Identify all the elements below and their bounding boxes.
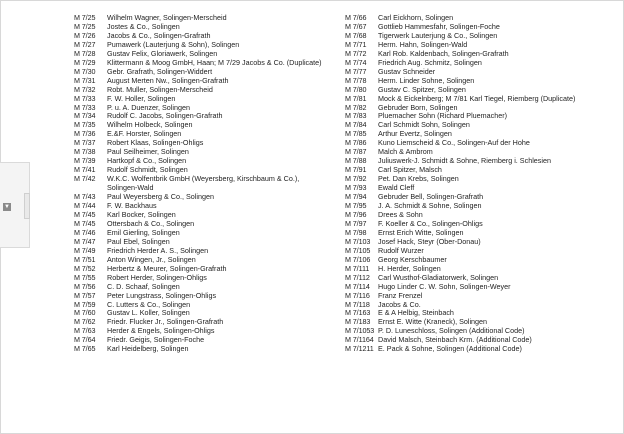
entry-name: Peter Lungstrass, Solingen-Ohligs (107, 290, 217, 300)
entry-name: Gebruder Born, Solingen (378, 102, 458, 112)
entry-code: M 7/116 (345, 290, 370, 300)
entry-code: M 7/45 (74, 218, 96, 228)
panel-handle[interactable] (24, 193, 30, 219)
entry-name: Gebruder Bell, Solingen-Grafrath (378, 192, 484, 202)
entry-name: Klittermann & Moog GmbH, Haan; M 7/29 Jacobs & Co. (Duplicate) (107, 57, 322, 67)
entry-code: M 7/183 (345, 317, 371, 327)
entry-name: Jacobs & Co., Solingen-Grafrath (107, 30, 211, 40)
entry-name: Pluemacher Sohn (Richard Pluemacher) (378, 111, 508, 121)
entry-code: M 7/30 (74, 66, 96, 76)
entry-code: M 7/57 (74, 290, 96, 300)
entry-code: M 7/59 (74, 299, 96, 309)
entry-code: M 7/60 (74, 308, 96, 318)
entry-code: M 7/81 (345, 93, 367, 103)
entry-code: M 7/25 (74, 13, 96, 22)
entry-name: Robert Klaas, Solingen-Ohligs (107, 138, 204, 148)
list-entry (345, 345, 609, 354)
entry-name: Arthur Evertz, Solingen (378, 129, 452, 139)
entry-code: M 7/94 (345, 192, 367, 202)
entry-code: M 7/68 (345, 30, 367, 40)
entry-name: Robt. Muller, Solingen-Merscheid (107, 84, 213, 94)
entry-name: Gustav C. Spitzer, Solingen (378, 84, 466, 94)
entry-name: Mock & Eickelnberg; M 7/81 Karl Tiegel, Riemberg (Duplicate) (378, 93, 576, 103)
entry-code: M 7/29 (74, 57, 96, 67)
entry-code: M 7/112 (345, 272, 370, 282)
entry-name: Rudolf C. Jacobs, Solingen-Grafrath (107, 111, 223, 121)
entry-name: Jostes & Co., Solingen (107, 21, 180, 31)
entry-name: Robert Herder, Solingen-Ohligs (107, 272, 207, 282)
entry-code: M 7/45 (74, 209, 96, 219)
entry-code: M 7/51 (74, 254, 96, 264)
entry-code: M 7/35 (74, 120, 96, 130)
entry-code: M 7/118 (345, 299, 370, 309)
entry-name: E.&F. Horster, Solingen (107, 129, 182, 139)
entry-name: P. D. Luneschloss, Solingen (Additional Code) (378, 326, 525, 336)
entry-name: Carl Wusthof-Gladiatorwerk, Solingen (378, 272, 499, 282)
expand-arrow-icon[interactable]: ▼ (4, 204, 10, 210)
entry-code: M 7/87 (345, 147, 367, 157)
entry-code: M 7/46 (74, 227, 96, 237)
right-list-column (345, 14, 609, 354)
entry-name: Friedr. Flucker Jr., Solingen-Grafrath (107, 317, 224, 327)
entry-code: M 7/105 (345, 245, 371, 255)
entry-name: Rudolf Wurzer (378, 245, 424, 255)
entry-name: Gottlieb Hammesfahr, Solingen-Foche (378, 21, 500, 31)
entry-name: Pumawerk (Lauterjung & Sohn), Solingen (107, 39, 240, 49)
left-list-column (74, 14, 320, 354)
entry-name: Kuno Liemscheid & Co., Solingen-Auf der Hohe (378, 138, 530, 148)
entry-code: M 7/98 (345, 227, 367, 237)
entry-name: F. Koeller & Co., Solingen-Ohligs (378, 218, 483, 228)
entry-name: Hugo Linder C. W. Sohn, Solingen-Weyer (378, 281, 511, 291)
entry-name: Karl Bocker, Solingen (107, 209, 176, 219)
entry-code: M 7/72 (345, 48, 367, 58)
entry-code: M 7/56 (74, 281, 96, 291)
entry-name: Solingen-Wald (107, 183, 154, 193)
entry-code: M 7/36 (74, 129, 96, 139)
entry-name: Herm. Hahn, Solingen-Wald (378, 39, 468, 49)
entry-name: Rudolf Schmidt, Solingen (107, 165, 188, 175)
entry-name: F. W. Holler, Solingen (107, 93, 176, 103)
entry-name: Friedrich Aug. Schmitz, Solingen (378, 57, 482, 67)
entry-code: M 7/78 (345, 75, 367, 85)
entry-name: Carl Schmidt Sohn, Solingen (378, 120, 470, 130)
entry-code: M 7/111 (345, 263, 370, 273)
entry-code: M 7/91 (345, 165, 367, 175)
entry-code: M 7/42 (74, 174, 96, 184)
entry-name: August Merten Nw., Solingen-Grafrath (107, 75, 229, 85)
entry-code: M 7/1211 (345, 344, 374, 354)
entry-code: M 7/65 (74, 344, 96, 354)
entry-code: M 7/84 (345, 120, 367, 130)
list-entry (74, 345, 320, 354)
entry-code: M 7/103 (345, 236, 371, 246)
entry-code: M 7/55 (74, 272, 96, 282)
entry-code: M 7/77 (345, 66, 367, 76)
entry-code: M 7/85 (345, 129, 367, 139)
entry-name: David Malsch, Steinbach Krm. (Additional Code) (378, 335, 532, 345)
entry-name: Jacobs & Co. (378, 299, 421, 309)
entry-code: M 7/37 (74, 138, 96, 148)
entry-code: M 7/26 (74, 30, 96, 40)
entry-code: M 7/62 (74, 317, 96, 327)
entry-name: Gustav Felix, Gloriawerk, Solingen (107, 48, 218, 58)
entry-name: Drees & Sohn (378, 209, 423, 219)
entry-name: Carl Spitzer, Malsch (378, 165, 442, 175)
entry-code: M 7/66 (345, 13, 367, 22)
entry-code: M 7/1053 (345, 326, 375, 336)
side-panel-tab[interactable] (0, 162, 30, 248)
entry-code: M 7/25 (74, 21, 96, 31)
entry-name: E & A Helbig, Steinbach (378, 308, 454, 318)
entry-code: M 7/1164 (345, 335, 374, 345)
entry-name: Juliuswerk-J. Schmidt & Sohne, Riemberg i. Schlesien (378, 156, 551, 166)
entry-name: Karl Heidelberg, Solingen (107, 344, 189, 354)
entry-name: Paul Ebel, Solingen (107, 236, 170, 246)
entry-name: F. W. Backhaus (107, 201, 157, 211)
entry-code: M 7/41 (74, 165, 96, 175)
entry-name: Karl Rob. Kaldenbach, Solingen-Grafrath (378, 48, 509, 58)
entry-name: Wilhelm Wagner, Solingen-Merscheid (107, 13, 227, 22)
entry-code: M 7/43 (74, 192, 96, 202)
entry-code: M 7/63 (74, 326, 96, 336)
entry-name: Ottersbach & Co., Solingen (107, 218, 195, 228)
entry-name: Friedr. Geigis, Solingen-Foche (107, 335, 205, 345)
entry-name: Gustav Schneider (378, 66, 436, 76)
entry-code: M 7/67 (345, 21, 367, 31)
entry-code: M 7/28 (74, 48, 96, 58)
entry-code: M 7/82 (345, 102, 367, 112)
entry-code: M 7/64 (74, 335, 96, 345)
entry-code: M 7/106 (345, 254, 371, 264)
entry-code: M 7/71 (345, 39, 367, 49)
entry-name: Herbertz & Meurer, Solingen-Grafrath (107, 263, 227, 273)
entry-code: M 7/95 (345, 201, 367, 211)
entry-name: H. Herder, Solingen (378, 263, 441, 273)
entry-name: Hartkopf & Co., Solingen (107, 156, 187, 166)
entry-name: P. u. A. Duenzer, Solingen (107, 102, 190, 112)
entry-name: Wilhelm Holbeck, Solingen (107, 120, 193, 130)
entry-code: M 7/93 (345, 183, 367, 193)
entry-name: W.K.C. Wolfentbrik GmbH (Weyersberg, Kirschbaum & Co.), (107, 174, 300, 184)
entry-name: Gebr. Grafrath, Solingen-Widdert (107, 66, 213, 76)
entry-name: Franz Frenzel (378, 290, 423, 300)
entry-name: Anton Wingen, Jr., Solingen (107, 254, 196, 264)
entry-name: Emil Gierling, Solingen (107, 227, 180, 237)
entry-code: M 7/88 (345, 156, 367, 166)
entry-code: M 7/47 (74, 236, 96, 246)
entry-name: Georg Kerschbaumer (378, 254, 447, 264)
entry-name: Paul Seilheimer, Solingen (107, 147, 189, 157)
entry-name: C. D. Schaaf, Solingen (107, 281, 180, 291)
entry-name: Josef Hack, Steyr (Ober-Donau) (378, 236, 481, 246)
entry-code: M 7/39 (74, 156, 96, 166)
entry-name: Friedrich Herder A. S., Solingen (107, 245, 209, 255)
entry-code: M 7/27 (74, 39, 96, 49)
entry-name: Ewald Cleff (378, 183, 415, 193)
entry-name: J. A. Schmidt & Sohne, Solingen (378, 201, 482, 211)
entry-name: Malch & Ambrom (378, 147, 433, 157)
entry-code: M 7/97 (345, 218, 367, 228)
entry-name: Paul Weyersberg & Co., Solingen (107, 192, 214, 202)
entry-code: M 7/96 (345, 209, 367, 219)
entry-name: Tigerwerk Lauterjung & Co., Solingen (378, 30, 498, 40)
entry-code: M 7/80 (345, 84, 367, 94)
entry-code: M 7/52 (74, 263, 96, 273)
entry-code: M 7/74 (345, 57, 367, 67)
entry-code: M 7/31 (74, 75, 96, 85)
entry-code: M 7/163 (345, 308, 371, 318)
entry-code: M 7/86 (345, 138, 367, 148)
entry-code: M 7/38 (74, 147, 96, 157)
entry-name: Ernst E. Witte (Kraneck), Solingen (378, 317, 488, 327)
entry-name: Herder & Engels, Solingen-Ohligs (107, 326, 215, 336)
entry-code: M 7/34 (74, 111, 96, 121)
entry-name: Herm. Linder Sohne, Solingen (378, 75, 475, 85)
entry-code: M 7/114 (345, 281, 370, 291)
entry-code: M 7/32 (74, 84, 96, 94)
entry-code: M 7/44 (74, 201, 96, 211)
entry-name: E. Pack & Sohne, Solingen (Additional Code) (378, 344, 522, 354)
entry-code: M 7/33 (74, 93, 96, 103)
entry-name: Pet. Dan Krebs, Solingen (378, 174, 459, 184)
entry-code: M 7/33 (74, 102, 96, 112)
entry-name: Carl Eickhorn, Solingen (378, 13, 454, 22)
entry-name: C. Lutters & Co., Solingen (107, 299, 191, 309)
entry-code: M 7/83 (345, 111, 367, 121)
entry-code: M 7/49 (74, 245, 96, 255)
entry-code: M 7/92 (345, 174, 367, 184)
entry-name: Ernst Erich Witte, Solingen (378, 227, 464, 237)
entry-name: Gustav L. Koller, Solingen (107, 308, 190, 318)
